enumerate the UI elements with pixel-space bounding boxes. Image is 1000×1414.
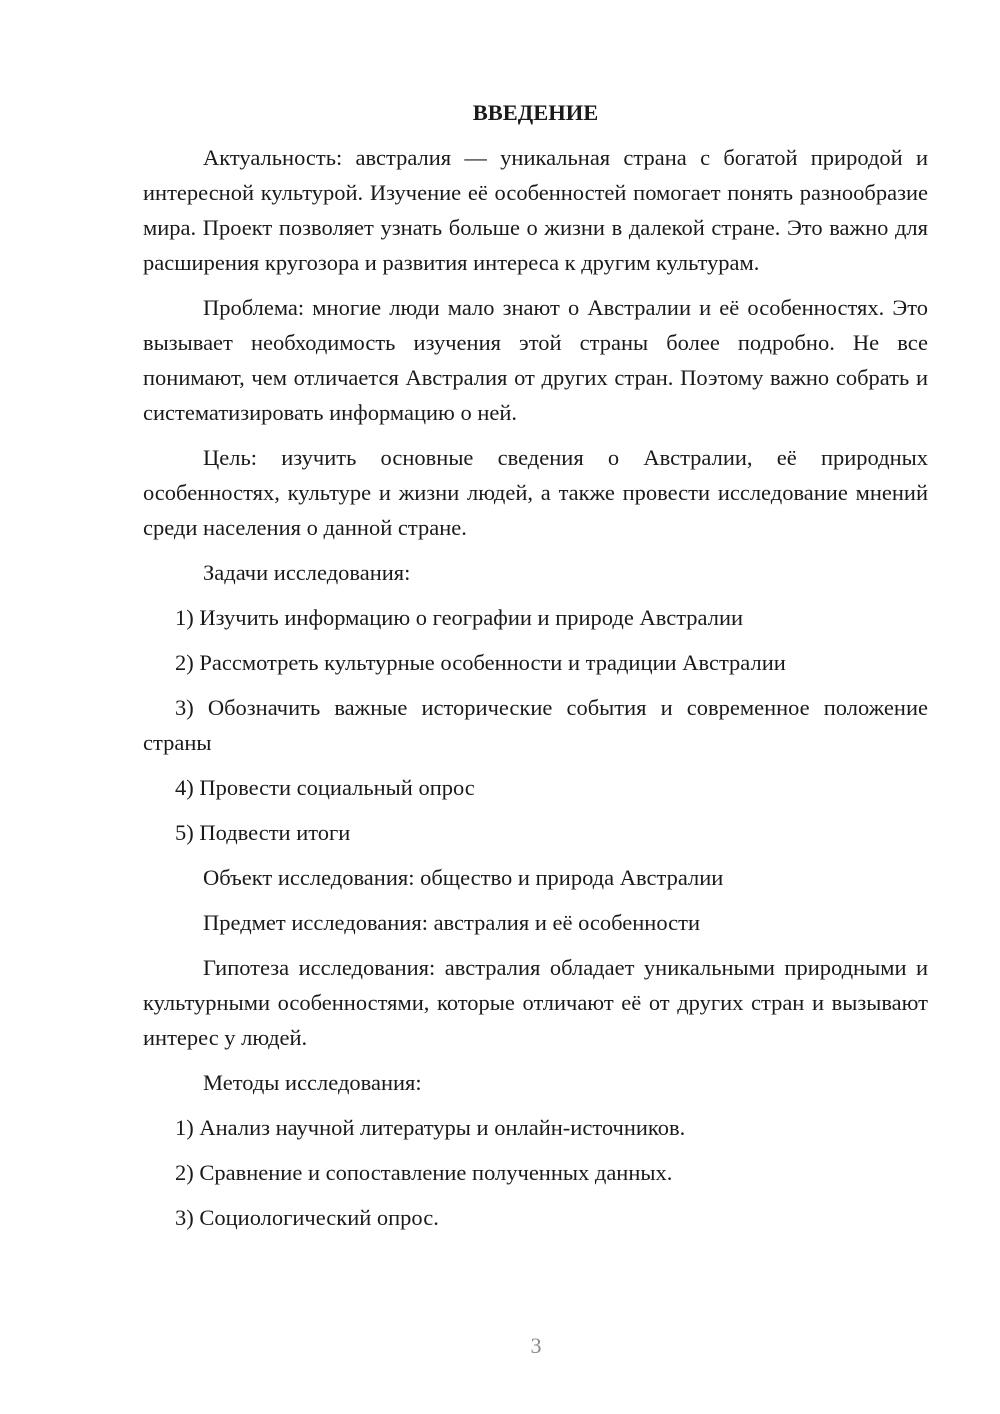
task-item: 4) Провести социальный опрос [175,775,475,800]
subject-line: Предмет исследования: австралия и её особенности [203,910,701,935]
task-item: 5) Подвести итоги [175,820,351,845]
document-page [143,95,928,1245]
task-item: 3) Обозначить важные исторические события и современное положение страны [143,695,928,755]
method-item: 3) Социологический опрос. [175,1205,439,1230]
task-item: 2) Рассмотреть культурные особенности и традиции Австралии [175,650,786,675]
object-line: Объект исследования: общество и природа Австралии [203,865,724,890]
relevance-paragraph: Актуальность: австралия — уникальная страна с богатой природой и интересной культурой. Изучение её особенностей помогает понять разнообразие мира. Проект позволяет узнать больше о жизни в далекой стране. Это важно для расширения кругозора и развития интереса к другим культурам. [143,145,928,275]
method-item: 1) Анализ научной литературы и онлайн-источников. [175,1115,686,1140]
problem-paragraph: Проблема: многие люди мало знают о Австралии и её особенностях. Это вызывает необходимость изучения этой страны более подробно. Не все понимают, чем отличается Австралия от других стран. Поэтому важно собрать и систематизировать информацию о ней. [143,295,928,425]
methods-heading: Методы исследования: [203,1070,422,1095]
tasks-heading: Задачи исследования: [203,560,411,585]
goal-paragraph: Цель: изучить основные сведения о Австралии, её природных особенностях, культуре и жизни людей, а также провести исследование мнений среди населения о данной стране. [143,445,928,540]
method-item: 2) Сравнение и сопоставление полученных данных. [175,1160,673,1185]
section-title: ВВЕДЕНИЕ [472,100,599,125]
task-item: 1) Изучить информацию о географии и природе Австралии [175,605,744,630]
hypothesis-paragraph: Гипотеза исследования: австралия обладает уникальными природными и культурными особенностями, которые отличают её от других стран и вызывают интерес у людей. [143,955,928,1050]
page-number: 3 [530,1333,542,1358]
